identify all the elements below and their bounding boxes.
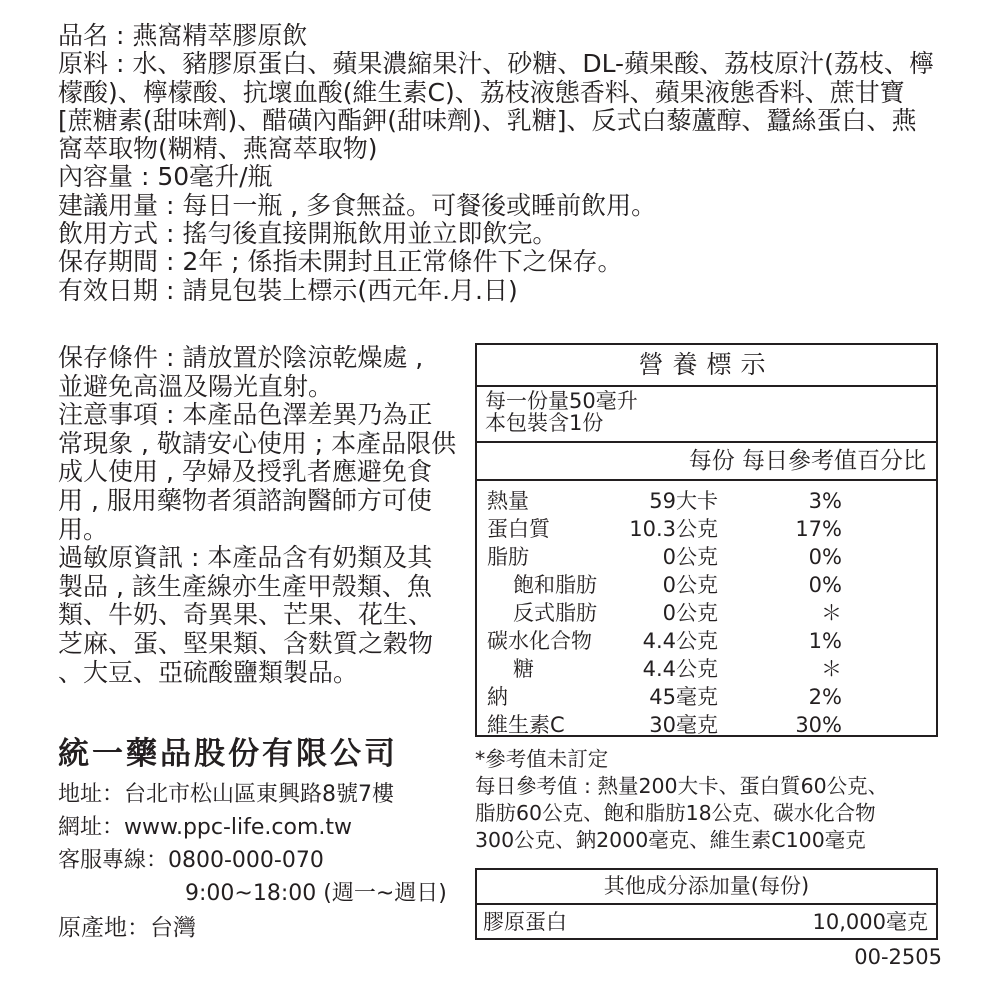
nutrient-daily-pct: 0%	[808, 545, 842, 569]
nutrition-rows	[477, 481, 936, 739]
nutrition-row	[477, 599, 936, 627]
expiry-date: 有效日期 : 請見包裝上標示(西元年.月.日)	[58, 275, 518, 305]
nutrient-daily-pct: 1%	[808, 629, 842, 653]
storage-line: 並避免高溫及陽光直射。	[58, 371, 334, 401]
caution-line: 注意事項 : 本產品色澤差異乃為正	[58, 400, 433, 430]
nutrient-name: 碳水化合物	[487, 629, 592, 653]
website-link: 網址：www.ppc-life.com.tw	[58, 815, 353, 840]
additive-name: 膠原蛋白	[483, 910, 567, 934]
nutrition-row	[477, 683, 936, 711]
nutrient-daily-pct: 30%	[795, 713, 842, 737]
nutrient-daily-pct: 17%	[795, 517, 842, 541]
dosage: 建議用量 : 每日一瓶 , 多食無益。可餐後或睡前飲用。	[58, 190, 657, 220]
nutrient-amount: 0公克	[662, 573, 718, 597]
nutrient-amount: 0公克	[662, 545, 718, 569]
nutrient-name: 納	[487, 685, 508, 709]
nutrient-amount: 30毫克	[649, 713, 718, 737]
caution-line: 用 , 服用藥物者須諮詢醫師方可使	[58, 485, 432, 515]
contact-block	[58, 778, 447, 945]
allergen-line: 製品 , 該生產線亦生產甲殼類、魚	[58, 571, 432, 601]
nutrient-name: 脂肪	[487, 545, 529, 569]
nutrient-amount: 45毫克	[649, 685, 718, 709]
volume: 內容量 : 50毫升/瓶	[58, 162, 273, 192]
reference-not-set-note: *參考值未訂定	[475, 747, 609, 771]
nutrient-daily-pct: 2%	[808, 685, 842, 709]
nutrient-amount: 59大卡	[649, 489, 718, 513]
nutrition-column-header: 每份 每日參考值百分比	[477, 443, 936, 481]
allergen-line: 、大豆、亞硫酸鹽類製品。	[58, 657, 359, 687]
nutrition-row	[477, 571, 936, 599]
hotline: 客服專線：0800-000-070	[58, 848, 324, 873]
origin: 原產地：台灣	[58, 915, 196, 941]
nutrient-daily-pct: ＊	[821, 601, 842, 625]
nutrition-row	[477, 487, 936, 515]
caution-line: 成人使用 , 孕婦及授乳者應避免食	[58, 457, 432, 487]
allergen-line: 過敏原資訊 : 本產品含有奶類及其	[58, 543, 433, 573]
nutrient-daily-pct: 0%	[808, 573, 842, 597]
additive-row	[477, 905, 936, 940]
storage-conditions	[58, 344, 468, 401]
nutrient-name: 反式脂肪	[513, 601, 597, 625]
additives-table	[475, 868, 938, 940]
nutrient-amount: 0公克	[662, 601, 718, 625]
warnings-block	[58, 344, 468, 687]
additive-amount: 10,000毫克	[812, 910, 928, 934]
nutrient-amount: 4.4公克	[642, 657, 718, 681]
nutrition-row	[477, 515, 936, 543]
address: 地址：台北市松山區東興路8號7樓	[58, 782, 394, 807]
serving-size: 每一份量50毫升	[485, 389, 638, 413]
usage-method: 飲用方式 : 搖勻後直接開瓶飲用並立即飲完。	[58, 219, 558, 249]
daily-reference-line: 脂肪60公克、飽和脂肪18公克、碳水化合物	[475, 801, 876, 825]
nutrient-name: 維生素C	[487, 713, 565, 737]
nutrient-name: 熱量	[487, 489, 529, 513]
nutrient-name: 飽和脂肪	[513, 573, 597, 597]
caution-notes	[58, 401, 468, 544]
daily-reference-line: 每日參考值 : 熱量200大卡、蛋白質60公克、	[475, 774, 889, 798]
daily-reference-line: 300公克、鈉2000毫克、維生素C100毫克	[475, 828, 866, 852]
caution-line: 用。	[58, 514, 109, 544]
nutrition-row	[477, 627, 936, 655]
nutrition-title: 營養標示	[477, 345, 936, 387]
reference-notes	[475, 746, 938, 854]
nutrition-facts-table	[475, 343, 938, 737]
nutrition-row	[477, 711, 936, 739]
allergen-line: 芝麻、蛋、堅果類、含麩質之穀物	[58, 628, 434, 658]
product-name: 品名 : 燕窩精萃膠原飲	[58, 21, 308, 50]
nutrient-daily-pct: 3%	[808, 489, 842, 513]
nutrition-row	[477, 655, 936, 683]
nutrient-daily-pct: ＊	[821, 657, 842, 681]
nutrition-row	[477, 543, 936, 571]
product-code: 00-2505	[854, 945, 942, 969]
nutrient-name: 蛋白質	[487, 517, 550, 541]
servings-per-pack: 本包裝含1份	[485, 411, 604, 435]
serving-info	[477, 387, 936, 443]
company-name: 統一藥品股份有限公司	[58, 736, 398, 772]
service-hours: 9:00~18:00 (週一~週日)	[185, 881, 447, 906]
ingredients: 原料 : 水、豬膠原蛋白、蘋果濃縮果汁、砂糖、DL-蘋果酸、荔枝原汁(荔枝、檸檬酸)、檸檬酸、抗壞血酸(維生素C)、荔枝液態香料、蘋果液態香料、蔗甘寶[蔗糖素(甜味劑)、醋磺內酯鉀(甜味劑)、乳糖]、反式白藜蘆醇、蠶絲蛋白、燕窩萃取物(糊精、燕窩萃取物)	[58, 49, 934, 164]
storage-line: 保存條件 : 請放置於陰涼乾燥處 ,	[58, 343, 424, 372]
allergen-info	[58, 544, 468, 687]
allergen-line: 類、牛奶、奇異果、芒果、花生、	[58, 600, 434, 630]
caution-line: 常現象 , 敬請安心使用 ; 本產品限供	[58, 428, 457, 458]
product-info-block	[58, 22, 938, 305]
nutrient-name: 糖	[513, 657, 534, 681]
nutrient-amount: 4.4公克	[642, 629, 718, 653]
nutrient-amount: 10.3公克	[629, 517, 718, 541]
shelf-life: 保存期間 : 2年 ; 係指未開封且正常條件下之保存。	[58, 247, 623, 277]
additives-title: 其他成分添加量(每份)	[477, 870, 936, 905]
